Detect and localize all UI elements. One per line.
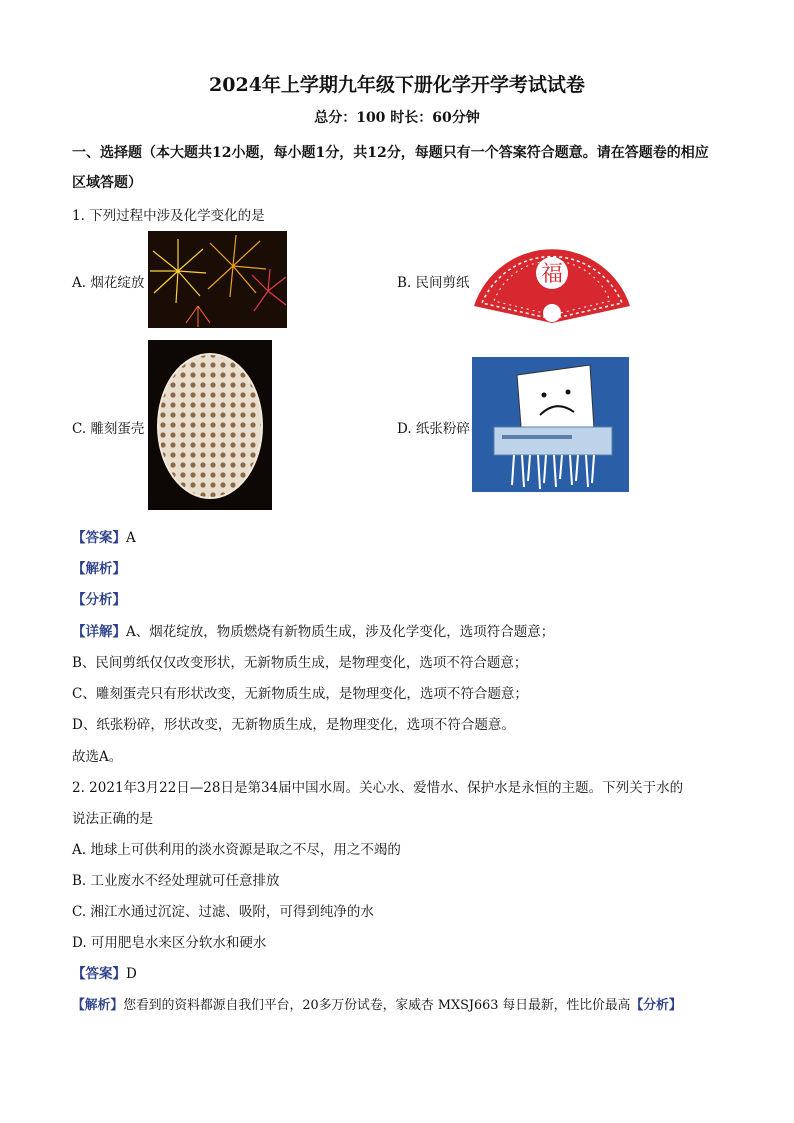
answer-label: 【答案】 bbox=[72, 530, 126, 546]
q2-analysis-line: 【解析】您看到的资料都源自我们平台，20多万份试卷，家威杏 MXSJ663 每日最新，性比价最高【分析】 bbox=[72, 998, 682, 1013]
q2-answer: 【答案】D bbox=[72, 966, 137, 982]
q1-detail-line-c: C、雕刻蛋壳只有形状改变，无新物质生成，是物理变化，选项不符合题意； bbox=[72, 686, 528, 702]
q1-detail-line-a: 【详解】A、烟花绽放，物质燃烧有新物质生成，涉及化学变化，选项符合题意； bbox=[72, 624, 555, 640]
answer-value: A bbox=[126, 530, 136, 546]
svg-text:福: 福 bbox=[540, 262, 564, 287]
watermark-text: 您看到的资料都源自我们平台，20多万份试卷，家威杏 MXSJ663 每日最新，性比价最高 bbox=[123, 998, 631, 1013]
detail-label: 【详解】 bbox=[72, 624, 126, 640]
q1-detail-line-b: B、民间剪纸仅仅改变形状，无新物质生成，是物理变化，选项不符合题意； bbox=[72, 655, 528, 671]
q1-detail-line-d: D、纸张粉碎，形状改变，无新物质生成，是物理变化，选项不符合题意。 bbox=[72, 717, 515, 733]
q2-stem-line1: 2. 2021年3月22日—28日是第34届中国水周。关心水、爱惜水、保护水是永恒的主题。下列关于水的 bbox=[72, 780, 684, 796]
exam-meta: 总分：100 时长：60分钟 bbox=[314, 110, 480, 126]
q1-option-c: C. 雕刻蛋壳 bbox=[72, 421, 145, 437]
section-heading: 一、选择题（本大题共12小题，每小题1分，共12分，每题只有一个答案符合题意。请在答题卷的相应区域答题） bbox=[72, 145, 709, 191]
q1-analysis-label: 【解析】 bbox=[72, 561, 126, 577]
q1-answer bbox=[72, 526, 136, 546]
q2-option-b: B. 工业废水不经处理就可任意排放 bbox=[72, 873, 280, 889]
papercut-fan-image bbox=[472, 231, 632, 326]
q1-conclusion: 故选A。 bbox=[72, 749, 123, 765]
page-title: 2024年上学期九年级下册化学开学考试试卷 bbox=[209, 74, 585, 96]
q1-option-b: B. 民间剪纸 bbox=[397, 275, 470, 291]
q1-stem: 1. 下列过程中涉及化学变化的是 bbox=[72, 208, 265, 224]
q2-option-a: A. 地球上可供利用的淡水资源是取之不尽，用之不竭的 bbox=[72, 842, 401, 858]
q1-option-d: D. 纸张粉碎 bbox=[397, 421, 470, 437]
q2-option-c: C. 湘江水通过沉淀、过滤、吸附，可得到纯净的水 bbox=[72, 904, 374, 920]
q2-option-d: D. 可用肥皂水来区分软水和硬水 bbox=[72, 935, 267, 951]
paper-shredder-image bbox=[472, 357, 629, 492]
carved-egg-image bbox=[148, 340, 272, 510]
q1-fenxi-label: 【分析】 bbox=[72, 592, 126, 608]
fireworks-image bbox=[148, 231, 287, 328]
q2-stem-line2: 说法正确的是 bbox=[72, 811, 153, 827]
q1-option-a: A. 烟花绽放 bbox=[72, 275, 145, 291]
